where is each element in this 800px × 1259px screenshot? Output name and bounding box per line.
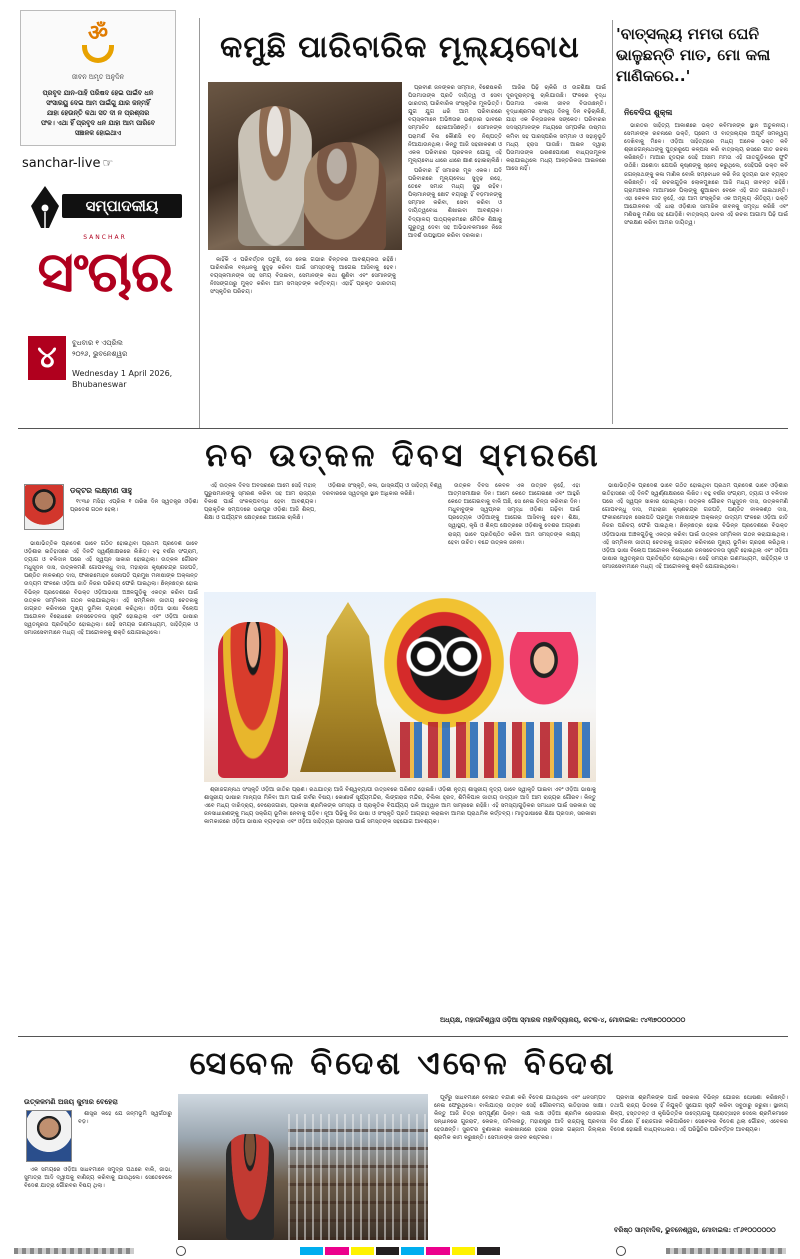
article2-intro: ୧୯୩୬ ମସିହା ଏପ୍ରିଲ ୧ ତାରିଖ ଦିନ ସ୍ୱତନ୍ତ୍ର ଓଡ଼ିଶା ପ୍ରଦେଶ ଗଠନ ହେଲା। [70,499,198,514]
masthead-name: ସଂଚାର [37,240,173,305]
article3-intro-column [78,1110,172,1166]
article3-body-1: ଶାସ୍ତ୍ର କହେ ଯେ ଜନ୍ମଭୂମି ସ୍ୱର୍ଗଠାରୁ ବଡ଼। [78,1111,172,1126]
article2-column-1 [24,540,198,1030]
article1-caption-text [210,256,396,376]
article3-column-3 [610,1094,788,1228]
article2-column-2a [204,482,316,588]
registration-bar [14,1248,134,1254]
article3-body-3: ପୂର୍ବରୁ ସାଧବମାନେ ବୋଇତ ବନ୍ଦାଣ କରି ବିଦେଶ ଯାଉଥିଲେ ଏବଂ ଧନସମ୍ପଦ ନେଇ ଫେରୁଥିଲେ। ବାଲିଯାତ୍ରା ଉତ୍ସବ ସେହି ଗୌରବମୟ ଇତିହାସର ସାକ୍ଷୀ। କିନ୍ତୁ ଆଜି ଚିତ୍ର ସମ୍ପୂର୍ଣ୍ଣ ଭିନ୍ନ। ଲକ୍ଷ ଲକ୍ଷ ଓଡ଼ିଆ ଶ୍ରମିକ ରୋଜଗାର ସନ୍ଧାନରେ ଗୁଜରାଟ, କେରଳ, ତାମିଲନାଡୁ, ମହାରାଷ୍ଟ୍ର ଆଦି ରାଜ୍ୟକୁ ପ୍ରବାସୀ ହେଉଛନ୍ତି। ସୁରଟର ବୁଣାକାର କାରଖାନାରେ ହଜାର ହଜାର ଗଞ୍ଜାମ ଜିଲ୍ଲାର ଶ୍ରମିକ କାମ କରୁଛନ୍ତି। ସେମାନଙ୍କ ଜୀବନ କଷ୍ଟକର। [434,1095,606,1142]
english-date [72,368,172,390]
ad-line: ପ୍ରବୃଦ ଯାନ-ପାହି ପରିଷଦ ହେଇ ପାଇଁବ ଧନ [42,89,154,97]
article1-headline: କମୁଛି ପାରିବାରିକ ମୂଲ୍ୟବୋଧ [220,30,580,65]
article2-column-3a [448,482,580,586]
article2-body-1: ଭାଷାଭିତ୍ତିକ ପ୍ରଦେଶ ଭାବେ ଗଠିତ ହୋଇଥିବା ପ୍ରଥମ ପ୍ରଦେଶ ଭାବେ ଓଡ଼ିଶାର ଇତିହାସରେ ଏହି ଦିନଟି ସ୍ୱର୍ଣ୍ଣାକ୍ଷରରେ ଲିଖିତ। ବହୁ ବର୍ଷର ସଂଗ୍ରାମ, ତ୍ୟାଗ ଓ ବଳିଦାନ ପରେ ଏହି ସ୍ୱପ୍ନ ସାକାର ହୋଇଥିଲା। ଉତ୍କଳ ଗୌରବ ମଧୁସୂଦନ ଦାସ, ଉତ୍କଳମଣି ଗୋପବନ୍ଧୁ ଦାସ, ମହାରାଜା କୃଷ୍ଣଚନ୍ଦ୍ର ଗଜପତି, ପଣ୍ଡିତ ନୀଳକଣ୍ଠ ଦାସ, ଫକୀରମୋହନ ସେନାପତି ପ୍ରମୁଖ ମନୀଷୀଙ୍କ ଅକ୍ଳାନ୍ତ ଉଦ୍ୟମ ଫଳରେ ଓଡ଼ିଆ ଜାତି ନିଜର ପରିଚୟ ଫେରି ପାଇଥିଲା। ଛିନ୍ନଛତ୍ର ହୋଇ ବିଭିନ୍ନ ପ୍ରଦେଶରେ ବିଭକ୍ତ ଓଡ଼ିଆଭାଷୀ ଅଞ୍ଚଳଗୁଡ଼ିକୁ ଏକତ୍ର କରିବା ପାଇଁ ଉତ୍କଳ ସମ୍ମିଳନୀ ଗଠନ କରାଯାଇଥିଲା। ଏହି ସମ୍ମିଳନୀ ଜାତୀୟ ଚେତନାକୁ ଜାଗ୍ରତ କରିବାରେ ମୁଖ୍ୟ ଭୂମିକା ଗ୍ରହଣ କରିଥିଲା। ଓଡ଼ିଆ ଭାଷା ବିଲୋପ ଆନ୍ଦୋଳନ ବିରୋଧରେ ଜନସଚେତନତା ସୃଷ୍ଟି ହୋଇଥିଲା ଏବଂ ଓଡ଼ିଆ ଭାଷାର ସ୍ୱତନ୍ତ୍ରତା ପ୍ରତିଷ୍ଠିତ ହୋଇଥିଲା। ସେହି ସମୟର ଗଣମାଧ୍ୟମ, ସାହିତ୍ୟିକ ଓ ସମାଜସେବୀମାନେ ମଧ୍ୟ ଏହି ଆନ୍ଦୋଳନକୁ ଶକ୍ତି ଯୋଗାଇଥିଲେ। [24,541,198,637]
elderly-woman-figure [304,142,386,250]
elderly-man-figure [238,106,312,246]
ad-line: ସଂସାରୟୁ ଦେଇ ଆମ ପାଇଁଗୁ ଯାର ଜନ୍ମହିଁ [46,99,150,107]
odia-date [72,338,127,360]
color-swatch [300,1247,323,1255]
looms-figure [288,1114,428,1240]
article2-body-2: ଏହି ଉତ୍କଳ ଦିବସ ଅବସରରେ ଆମେ ସେହି ମହାନ୍ ପୁରୁଷମାନଙ୍କୁ ସ୍ମରଣ କରିବା ସହ ଆମ ରାଜ୍ୟର ବିକାଶ ପାଇଁ ସଂକଳ୍ପବଦ୍ଧ ହେବା ଆବଶ୍ୟକ। ପ୍ରାକୃତିକ ସମ୍ପଦରେ ଭରପୂର ଓଡ଼ିଶା ଆଜି ଶିଳ୍ପ, ଶିକ୍ଷା ଓ ପର୍ଯ୍ୟଟନ କ୍ଷେତ୍ରରେ ଆଗେଇ ଚାଲିଛି। [204,483,316,522]
quote-body: ଭାରତର ସାହିତ୍ୟ ଆକାଶରେ ଭକ୍ତ କବିମାନଙ୍କ ସ୍ଥାନ ଅତୁଳନୀୟ। ସେମାନଙ୍କ ରଚନାରେ ଭକ୍ତି, ପ୍ରେମ ଓ ବାତ୍ସଲ୍ୟର ଅପୂର୍ବ ସମନ୍ୱୟ ଦେଖିବାକୁ ମିଳେ। ଓଡ଼ିଆ ସାହିତ୍ୟରେ ମଧ୍ୟ ଅନେକ ଭକ୍ତ କବି ଶ୍ରୀଜଗନ୍ନାଥଙ୍କୁ ପୁତ୍ରରୂପେ କଳ୍ପନା କରି ବାତ୍ସଲ୍ୟ ରସରେ ଗୀତ ରଚନା କରିଛନ୍ତି। ମାଆର ହୃଦୟର ସେହି ଅସୀମ ମମତା ଏହି ଗୀତଗୁଡ଼ିକରେ ଫୁଟି ଉଠିଛି। ଯଶୋଦା ଯେପରି କୃଷ୍ଣଙ୍କୁ ସ୍ନେହ କରୁଥିଲେ, ସେହିପରି ଭକ୍ତ କବି ଜଗନ୍ନାଥଙ୍କୁ କଳା ମାଣିକ ବୋଲି ସମ୍ବୋଧନ କରି ନିଜ ହୃଦୟର ଭାବ ବ୍ୟକ୍ତ କରିଛନ୍ତି। ଏହି ରଚନାଗୁଡ଼ିକ ଲୋକମୁଖରେ ଆଜି ମଧ୍ୟ ଜୀବନ୍ତ ରହିଛି। ଗ୍ରାମାଞ୍ଚଳର ମାଆମାନେ ପିଲାଙ୍କୁ ଶୁଆଇବା ବେଳେ ଏହି ଗୀତ ଗାଇଥାନ୍ତି। ଏହା କେବଳ ଗୀତ ନୁହେଁ, ଏହା ଆମ ସଂସ୍କୃତିର ଏକ ଅମୂଲ୍ୟ ଐତିହ୍ୟ। ଭକ୍ତି ଆନ୍ଦୋଳନର ଏହି ଧାରା ଓଡ଼ିଶାର ସାମାଜିକ ଜୀବନକୁ ସମୃଦ୍ଧ କରିଛି ଏବଂ ମଣିଷକୁ ମଣିଷ ସହ ଯୋଡ଼ିଛି। ବାତ୍ସଲ୍ୟ ଭାବର ଏହି ରଚନା ଆଗାମୀ ପିଢ଼ି ପାଇଁ ସଂରକ୍ଷଣ କରିବା ଆମର ଦାୟିତ୍ୱ। [624,123,788,227]
article3-headline: ସେବେଳ ବିଦେଶ ଏବେଳ ବିଦେଶ [189,1044,617,1082]
article1-column-b [506,84,606,376]
article2-body-4: ଶ୍ରୀଜଗନ୍ନାଥ ସଂସ୍କୃତି ଓଡ଼ିଆ ଜାତିର ପ୍ରାଣ। ରଥଯାତ୍ରା ଆଜି ବିଶ୍ୱବ୍ୟାପୀ ଉତ୍ସବରେ ପରିଣତ ହୋଇଛି। ଓଡ଼ିଶୀ ନୃତ୍ୟ ଶାସ୍ତ୍ରୀୟ ନୃତ୍ୟ ଭାବେ ସ୍ୱୀକୃତି ପାଇବା ଏବଂ ଓଡ଼ିଆ ଭାଷାକୁ ଶାସ୍ତ୍ରୀୟ ଭାଷାର ମାନ୍ୟତା ମିଳିବା ଆମ ପାଇଁ ଗର୍ବର ବିଷୟ। କୋଣାର୍କ ସୂର୍ଯ୍ୟମନ୍ଦିର, ଲିଙ୍ଗରାଜ ମନ୍ଦିର, ଚିଲିକା ହ୍ରଦ, ଶିମିଳିପାଳ ଜାତୀୟ ଉଦ୍ୟାନ ଆଦି ଆମ ରାଜ୍ୟର ଗୌରବ। କିନ୍ତୁ ଏବେ ମଧ୍ୟ ଦାରିଦ୍ର୍ୟ, ବେରୋଜଗାରୀ, ପ୍ରବାସୀ ଶ୍ରମିକଙ୍କ ସମସ୍ୟା ଓ ପ୍ରାକୃତିକ ବିପର୍ଯ୍ୟୟ ଭଳି ଆହ୍ୱାନ ଆମ ସାମ୍ନାରେ ରହିଛି। ଏହି ସମସ୍ୟାଗୁଡ଼ିକର ସମାଧାନ ପାଇଁ ସରକାର ସହ ଜନସାଧାରଣଙ୍କୁ ମଧ୍ୟ ସକ୍ରିୟ ଭୂମିକା ନେବାକୁ ପଡ଼ିବ। ନୂଆ ପିଢ଼ିକୁ ନିଜ ଭାଷା ଓ ସଂସ୍କୃତି ପ୍ରତି ଆଗ୍ରହୀ କରାଇବା ଆମର ପ୍ରାଥମିକ କର୍ତ୍ତବ୍ୟ। ମାତୃଭାଷାରେ ଶିକ୍ଷା ପ୍ରଦାନ, ସରକାରୀ କାମକାଜରେ ଓଡ଼ିଆ ଭାଷାର ବ୍ୟବହାର ଏବଂ ଓଡ଼ିଆ ସାହିତ୍ୟର ପ୍ରସାର ପାଇଁ ସମସ୍ତଙ୍କ ସହଯୋଗ ଆବଶ୍ୟକ। [204,787,596,826]
quote-headline: 'ବାତ୍ସଲ୍ୟ ମମତା ଘେନି ଭାଳୁଛନ୍ତି ମାତ, ମୋ କଳା ମାଣିକରେ..' [616,25,771,85]
article2-column-4 [602,482,788,1030]
quote-byline: ନିବେଦିତା ଶୁକ୍ଳା [624,108,673,117]
color-swatch [351,1247,374,1255]
registration-mark-icon [176,1246,186,1256]
ad-line: ଯାହା ହେଉନ୍ତି କଥା ସତ ଦୀ ନ ପ୍ରଶ୍ନାର [46,109,150,117]
article1-body-c: ପରିବାର ହିଁ ସମାଜର ମୂଳ ଏକକ। ଯଦି ପରିବାରରେ ମୂଲ୍ୟବୋଧ ସୁଦୃଢ଼ ରହେ, ତେବେ ସମାଜ ମଧ୍ୟ ସୁସ୍ଥ ରହିବ। ପିଲାମାନଙ୍କୁ ଛୋଟ ବୟସରୁ ହିଁ ବଡ଼ମାନଙ୍କୁ ସମ୍ମାନ କରିବା, ସେବା କରିବା ଓ ଦାୟିତ୍ୱବୋଧ ଶିଖାଇବା ଆବଶ୍ୟକ। ବିଦ୍ୟାଳୟ ପାଠ୍ୟକ୍ରମରେ ନୈତିକ ଶିକ୍ଷାକୁ ଗୁରୁତ୍ୱ ଦେବା ସହ ଅଭିଭାବକମାନେ ନିଜେ ଆଦର୍ଶ ଉପସ୍ଥାପନ କରିବା ଦରକାର। [408,167,502,239]
color-swatch [325,1247,348,1255]
author-photo [24,484,64,530]
color-swatch [426,1247,449,1255]
dancers-row [400,722,590,778]
sampadakiya-label: ସମ୍ପାଦକୀୟ [62,194,182,218]
masthead-small: SANCHAR [83,234,127,241]
worker-figure [226,1134,274,1240]
article2-signature: ଅଧ୍ୟକ୍ଷ, ମହାତାବିଶ୍ୱାସ ଓଡ଼ିଆ ସ୍ମାରକ ମହାବିଦ୍ୟାଳୟ, କଟକ-୪, ମୋବାଇଲ: ୯୪୩୭୦୦୦୦୦୦ [440,1016,686,1024]
sanchar-live-link[interactable] [22,156,113,171]
article3-body-4: ପ୍ରବାସୀ ଶ୍ରମିକଙ୍କ ପାଇଁ ସରକାର ବିଭିନ୍ନ ଯୋଜନା ଘୋଷଣା କରିଛନ୍ତି। ତଥାପି ରାଜ୍ୟ ଭିତରେ ହିଁ ନିଯୁକ୍ତି ସୁଯୋଗ ସୃଷ୍ଟି କରିବା ସବୁଠାରୁ ଜରୁରୀ। ସ୍ଥାନୀୟ ଶିଳ୍ପ, ହସ୍ତତନ୍ତ ଓ କୃଷିଭିତ୍ତିକ ଉଦ୍ୟୋଗକୁ ପ୍ରୋତ୍ସାହନ ଦେଲେ ଶ୍ରମିକମାନେ ନିଜ ଗାଁରେ ହିଁ ରୋଜଗାର କରିପାରିବେ। ସେବେଳର ବିଦେଶ ଥିଲା ଗୌରବ, ଏବେଳର ବିଦେଶ ହୋଇଛି ବାଧ୍ୟବାଧକତା। ଏହି ପରିସ୍ଥିତିର ପରିବର୍ତ୍ତନ ଆବଶ୍ୟକ। [610,1095,788,1134]
sanchar-live-label: sanchar-live [22,156,101,171]
article1-column-a [408,84,502,376]
ad-box [20,10,176,146]
article2-intro-column [70,498,198,538]
registration-colors [300,1247,500,1255]
ad-line: ଫଳ। ଏଥା ହିଁ ପ୍ରବୃଦ ଧନ ଯାହା ଆମ ପାରିବେ [40,119,156,127]
author-photo [26,1110,72,1162]
article3-photo [178,1094,428,1240]
article2-photo-collage [204,592,596,782]
article1-body-a: ପ୍ରବୀଣ ଜନଙ୍କର ସମ୍ମାନ, ବିଶେଷକରି ପିତାମାତାଙ୍କ ପ୍ରତି ଦାୟିତ୍ୱ ଓ ସେବା ଭାରତୀୟ ପାରିବାରିକ ସଂସ୍କୃତିର ମୂଳଭିତ୍ତି। ଯୁଗ ଯୁଗ ଧରି ଆମ ପରିବାରରେ ବୟସ୍କମାନେ ଅଭିଜ୍ଞତାର ଭଣ୍ଡାର ଭାବରେ ସମ୍ମାନିତ ହୋଇଆସିଛନ୍ତି। ସେମାନଙ୍କ ପରାମର୍ଶ ବିନା କୌଣସି ବଡ଼ ନିଷ୍ପତ୍ତି ନିଆଯାଉନଥିଲା। କିନ୍ତୁ ଆଜି ସହରୀକରଣ ଓ ଏକକ ପରିବାରର ପ୍ରଚଳନ ଯୋଗୁ ଏହି ମୂଲ୍ୟବୋଧ ଧୀରେ ଧୀରେ କ୍ଷୀଣ ହୋଇଚାଲିଛି। [408,85,502,164]
color-swatch [401,1247,424,1255]
article3-body-2: ଏକ ସମୟରେ ଓଡ଼ିଆ ସାଧବମାନେ ସମୁଦ୍ର ପଥରେ ବାଲି, ଜାଭା, ସୁମାତ୍ରା ଆଦି ଦ୍ୱୀପକୁ ବାଣିଜ୍ୟ କରିବାକୁ ଯାଉଥିଲେ। ସେତେବେଳେ ବିଦେଶ ଯାତ୍ରା ଗୌରବର ବିଷୟ ଥିଲା। [24,1167,172,1190]
article1-body-b: ଆଜିର ପିଢ଼ି ଚାକିରି ଓ ଉଚ୍ଚଶିକ୍ଷା ପାଇଁ ଦୂରଦୂରାନ୍ତକୁ ଚାଲିଯାଉଛି। ଫଳରେ ବୃଦ୍ଧ ପିତାମାତା ଏକାକୀ ଜୀବନ ବିତାଉଛନ୍ତି। ବୃଦ୍ଧାଶ୍ରମର ସଂଖ୍ୟା ଦିନକୁ ଦିନ ବଢ଼ିଚାଲିଛି, ଯାହା ଏକ ଚିନ୍ତାଜନକ ସଙ୍କେତ। ପରିବାରର ସଦସ୍ୟମାନଙ୍କ ମଧ୍ୟରେ ସମ୍ପର୍କର ଉଷ୍ମତା କମିବା ସହ ପାରସ୍ପରିକ ସମ୍ମାନ ଓ ସହାନୁଭୂତି ମଧ୍ୟ ହ୍ରାସ ପାଉଛି। ଆଇନ ଦ୍ୱାରା ପିତାମାତାଙ୍କ ଭରଣପୋଷଣ ବାଧ୍ୟତାମୂଳକ କରାଯାଇଥିଲେ ମଧ୍ୟ ଆନ୍ତରିକତା ଆଇନରେ ଆସେ ନାହିଁ। [506,85,606,172]
article2-body-5: ଉତ୍କଳ ଦିବସ କେବଳ ଏକ ଉତ୍ସବ ନୁହେଁ, ଏହା ଆତ୍ମସମୀକ୍ଷାର ଦିନ। ଆମେ କେତେ ଆଗେଇଛେ ଏବଂ ଆହୁରି କେତେ ଆଗେଇବାକୁ ବାକି ଅଛି, ସେ ନେଇ ଚିନ୍ତା କରିବାର ଦିନ। ମଧୁବାବୁଙ୍କ ସ୍ୱପ୍ନର ସମୃଦ୍ଧ ଓଡ଼ିଶା ଗଢ଼ିବା ପାଇଁ ପ୍ରତ୍ୟେକ ଓଡ଼ିଆଙ୍କୁ ଆଗେଇ ଆସିବାକୁ ହେବ। ଶିକ୍ଷା, ସ୍ୱାସ୍ଥ୍ୟ, କୃଷି ଓ ଶିଳ୍ପ କ୍ଷେତ୍ରରେ ଓଡ଼ିଶାକୁ ଦେଶର ଅଗ୍ରଣୀ ରାଜ୍ୟ ଭାବେ ପ୍ରତିଷ୍ଠିତ କରିବା ଆମ ସମସ୍ତଙ୍କ ଲକ୍ଷ୍ୟ ହେବା ଉଚିତ। ବନ୍ଦେ ଉତ୍କଳ ଜନନୀ। [448,483,580,546]
sampadakiya-banner [28,184,180,234]
odissi-dancer-figure [218,622,288,778]
article2-column-3 [204,786,596,1030]
color-swatch [477,1247,500,1255]
article1-photo [208,82,402,250]
section-divider [18,428,788,429]
masthead [30,234,180,330]
section-divider [18,1036,788,1037]
page-number: ୪ [28,336,66,380]
ad-title: ଜୀବନ ଅମୃତ ଅନୁଦିନ [71,73,125,81]
article3-signature: ବରିଷ୍ଠ ସାମ୍ବାଦିକ, ଭୁବନେଶ୍ୱର, ମୋବାଇଲ: ୯୮୬୧୦୦୦୦୦୦ [614,1226,776,1234]
article2-body-1-cont: ଭାଷାଭିତ୍ତିକ ପ୍ରଦେଶ ଭାବେ ଗଠିତ ହୋଇଥିବା ପ୍ରଥମ ପ୍ରଦେଶ ଭାବେ ଓଡ଼ିଶାର ଇତିହାସରେ ଏହି ଦିନଟି ସ୍ୱର୍ଣ୍ଣାକ୍ଷରରେ ଲିଖିତ। ବହୁ ବର୍ଷର ସଂଗ୍ରାମ, ତ୍ୟାଗ ଓ ବଳିଦାନ ପରେ ଏହି ସ୍ୱପ୍ନ ସାକାର ହୋଇଥିଲା। ଉତ୍କଳ ଗୌରବ ମଧୁସୂଦନ ଦାସ, ଉତ୍କଳମଣି ଗୋପବନ୍ଧୁ ଦାସ, ମହାରାଜା କୃଷ୍ଣଚନ୍ଦ୍ର ଗଜପତି, ପଣ୍ଡିତ ନୀଳକଣ୍ଠ ଦାସ, ଫକୀରମୋହନ ସେନାପତି ପ୍ରମୁଖ ମନୀଷୀଙ୍କ ଅକ୍ଳାନ୍ତ ଉଦ୍ୟମ ଫଳରେ ଓଡ଼ିଆ ଜାତି ନିଜର ପରିଚୟ ଫେରି ପାଇଥିଲା। ଛିନ୍ନଛତ୍ର ହୋଇ ବିଭିନ୍ନ ପ୍ରଦେଶରେ ବିଭକ୍ତ ଓଡ଼ିଆଭାଷୀ ଅଞ୍ଚଳଗୁଡ଼ିକୁ ଏକତ୍ର କରିବା ପାଇଁ ଉତ୍କଳ ସମ୍ମିଳନୀ ଗଠନ କରାଯାଇଥିଲା। ଏହି ସମ୍ମିଳନୀ ଜାତୀୟ ଚେତନାକୁ ଜାଗ୍ରତ କରିବାରେ ମୁଖ୍ୟ ଭୂମିକା ଗ୍ରହଣ କରିଥିଲା। ଓଡ଼ିଆ ଭାଷା ବିଲୋପ ଆନ୍ଦୋଳନ ବିରୋଧରେ ଜନସଚେତନତା ସୃଷ୍ଟି ହୋଇଥିଲା ଏବଂ ଓଡ଼ିଆ ଭାଷାର ସ୍ୱତନ୍ତ୍ରତା ପ୍ରତିଷ୍ଠିତ ହୋଇଥିଲା। ସେହି ସମୟର ଗଣମାଧ୍ୟମ, ସାହିତ୍ୟିକ ଓ ସମାଜସେବୀମାନେ ମଧ୍ୟ ଏହି ଆନ୍ଦୋଳନକୁ ଶକ୍ତି ଯୋଗାଇଥିଲେ। [602,483,788,570]
quote-column [624,122,788,422]
pen-nib-icon [28,184,62,232]
article2-column-2b [322,482,442,588]
article2-body-3: ଓଡ଼ିଶାର ସଂସ୍କୃତି, କଳା, ଭାସ୍କର୍ଯ୍ୟ ଓ ସାହିତ୍ୟ ବିଶ୍ୱ ଦରବାରରେ ସ୍ୱତନ୍ତ୍ର ସ୍ଥାନ ଅଧିକାର କରିଛି। [322,483,442,498]
article3-author: ଉତ୍କଳମଣି ଅଜୟ କୁମାର ବେହେରା [24,1098,118,1106]
girl-figure [504,632,584,712]
om-hands-logo-icon: ॐ [68,21,128,71]
temple-figure [300,602,396,772]
odia-year: ୨୦୨୬, ଭୁବନେଶ୍ୱର [72,350,128,358]
registration-bar [666,1248,786,1254]
article2-headline: ନବ ଉତ୍କଳ ଦିବସ ସ୍ମରଣେ [205,436,601,474]
english-day: Wednesday 1 April 2026, [72,369,173,378]
registration-mark-icon [616,1246,626,1256]
pointer-hand-icon: ☞ [102,156,114,170]
odia-day: ବୁଧବାର ୧ ଏପ୍ରିଲ [72,339,123,347]
article1-caption: କାହିଁକି ଏ ପରିବର୍ତ୍ତନ ଘଟୁଛି, ସେ ନେଇ ଗଭୀର ଚିନ୍ତନର ଆବଶ୍ୟକତା ରହିଛି। ପାରିବାରିକ ବନ୍ଧନକୁ ସୁଦୃଢ଼ କରିବା ପାଇଁ ସମସ୍ତଙ୍କୁ ଆଗେଇ ଆସିବାକୁ ହେବ। ବୟସ୍କମାନଙ୍କ ସହ ସମୟ ବିତାଇବା, ସେମାନଙ୍କ କଥା ଶୁଣିବା ଏବଂ ସେମାନଙ୍କୁ ନିଃସଙ୍ଗତାରୁ ମୁକ୍ତ କରିବା ଆମ ସମସ୍ତଙ୍କ କର୍ତ୍ତବ୍ୟ। ଏହାହିଁ ପ୍ରକୃତ ଭାରତୀୟ ସଂସ୍କୃତିର ପରିଚୟ। [210,257,396,296]
english-city: Bhubaneswar [72,380,127,389]
column-divider [612,20,613,424]
color-swatch [376,1247,399,1255]
color-swatch [452,1247,475,1255]
article2-author: ଡକ୍ଟର ଲକ୍ଷ୍ମଣ ସାହୁ [70,486,133,495]
jagannath-figure [384,598,504,728]
dateline [28,336,186,398]
article3-column-1 [24,1166,172,1234]
ad-line: ସଞ୍ଚାଳକ ହୋଇଥାଏ [74,129,122,137]
registration-strip [0,1246,800,1256]
article3-column-2 [434,1094,606,1240]
